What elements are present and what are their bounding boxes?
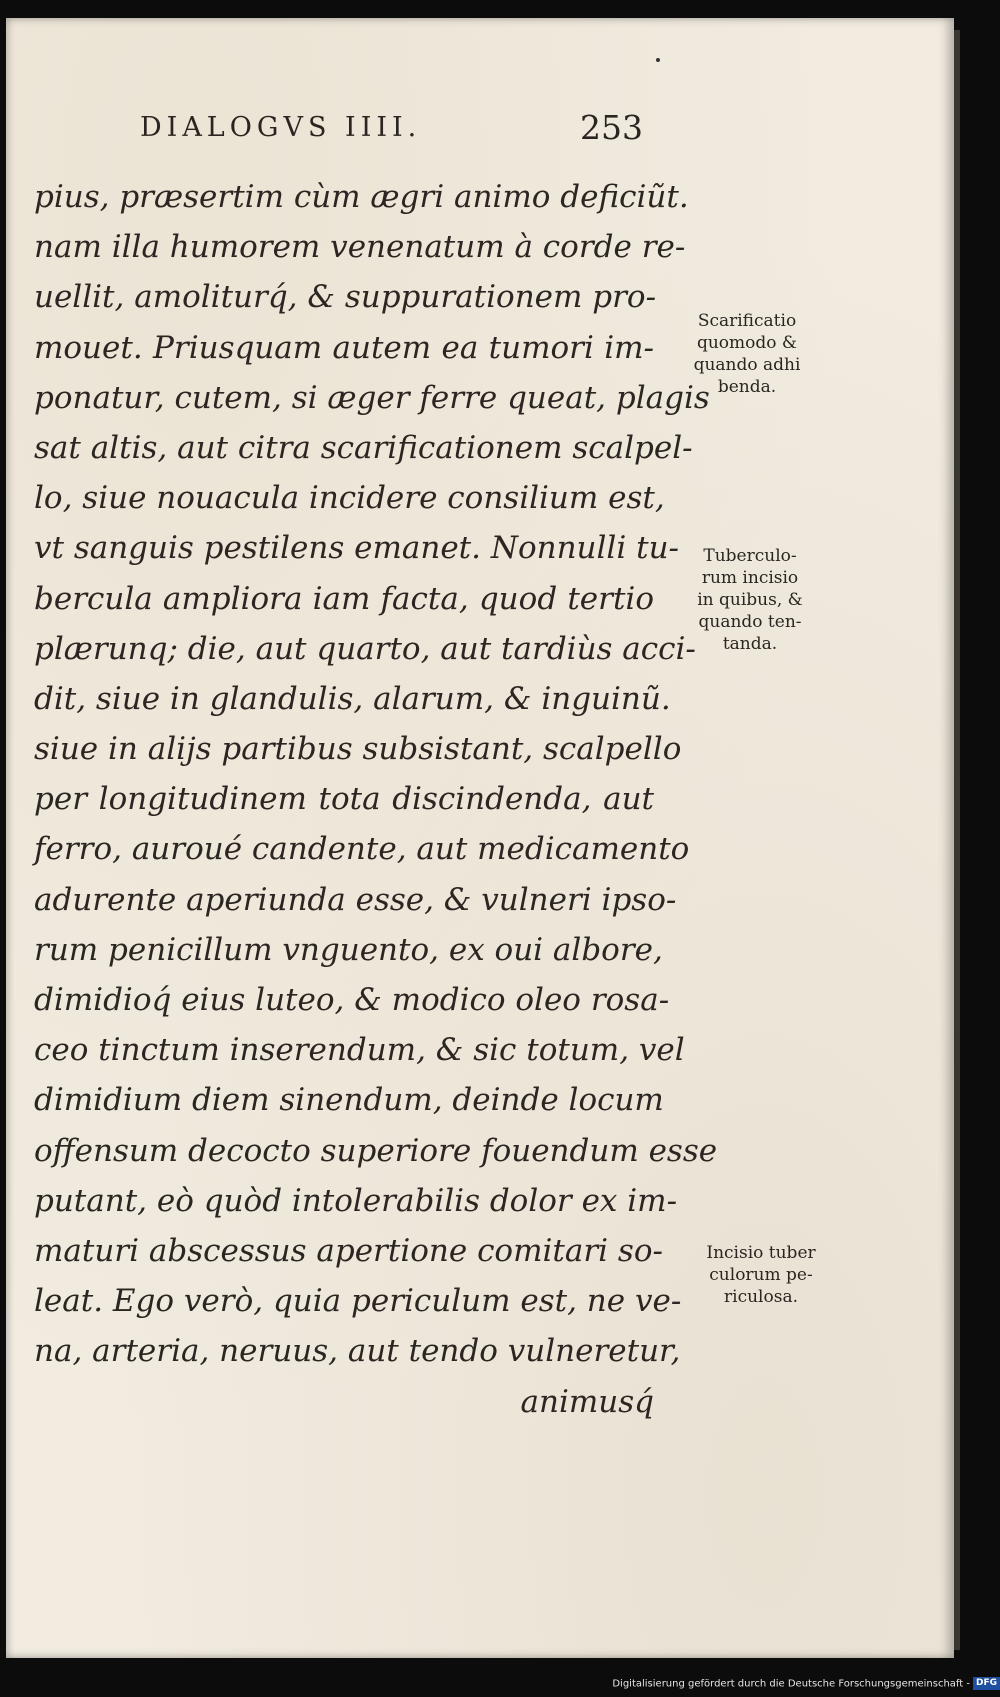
page-number: 253 — [580, 108, 643, 147]
text-line: leat. Ego verò, quia periculum est, ne ve- — [34, 1283, 682, 1320]
marginal-note-incisio — [686, 1242, 836, 1308]
text-line: uellit, amoliturq́, & suppurationem pro- — [34, 279, 657, 316]
text-line: sat altis, aut citra scarificationem scalpel- — [34, 429, 693, 466]
dfg-logo-badge: DFG — [973, 1677, 1000, 1690]
page-edge-shadow — [954, 30, 960, 1650]
text-line: bercula ampliora iam facta, quod tertio — [34, 580, 654, 617]
footer-credit: Digitalisierung gefördert durch die Deutsche Forschungsgemeinschaft - — [612, 1678, 970, 1690]
marginal-note-line: quando ten- — [698, 612, 802, 632]
ink-speck — [656, 58, 660, 62]
text-line: lo, siue nouacula incidere consilium est, — [34, 480, 665, 517]
text-line: nam illa humorem venenatum à corde re- — [34, 229, 686, 266]
text-line: per longitudinem tota discindenda, aut — [34, 781, 654, 818]
text-line: na, arteria, neruus, aut tendo vulneretur, — [34, 1333, 681, 1370]
page-header — [140, 108, 660, 156]
marginal-note-line: Tuberculo- — [703, 546, 797, 566]
marginal-note-line: quando adhi — [693, 355, 801, 375]
marginal-note-tuberculorum — [676, 545, 824, 655]
text-line: ponatur, cutem, si æger ferre queat, plagis — [34, 379, 710, 416]
marginal-note-line: Scarificatio — [697, 311, 797, 331]
text-line: vt sanguis pestilens emanet. Nonnulli tu- — [34, 530, 680, 567]
marginal-note-line: benda. — [717, 377, 777, 397]
marginal-note-line: quomodo & — [696, 333, 798, 353]
body-text — [34, 172, 718, 1427]
text-line: pius, præsertim cùm ægri animo deficiũt. — [34, 179, 689, 215]
marginal-note-line: rum incisio — [701, 568, 799, 588]
text-line: offensum decocto superiore fouendum esse — [34, 1132, 718, 1169]
text-line: animusq́ — [520, 1383, 654, 1420]
marginal-note-line: tanda. — [722, 634, 778, 654]
text-line: dit, siue in glandulis, alarum, & inguinũ. — [34, 680, 671, 717]
marginal-note-line: culorum pe- — [709, 1265, 813, 1285]
text-line: putant, eò quòd intolerabilis dolor ex im- — [34, 1182, 678, 1219]
marginal-note-line: riculosa. — [724, 1287, 798, 1307]
text-line: rum penicillum vnguento, ex oui albore, — [34, 931, 663, 968]
text-line: dimidioq́ eius luteo, & modico oleo rosa- — [34, 982, 670, 1018]
running-title: DIALOGVS IIII. — [140, 112, 422, 143]
marginal-note-scarificatio — [672, 310, 822, 398]
text-line: siue in alijs partibus subsistant, scalpello — [34, 731, 682, 768]
marginal-note-line: Incisio tuber — [706, 1243, 816, 1263]
text-line: ceo tinctum inserendum, & sic totum, vel — [34, 1032, 685, 1069]
digitization-footer — [560, 1677, 1000, 1695]
text-line: dimidium diem sinendum, deinde locum — [34, 1082, 664, 1119]
text-line: mouet. Priusquam autem ea tumori im- — [34, 329, 654, 366]
marginal-note-line: in quibus, & — [697, 590, 803, 610]
text-line: plærunq; die, aut quarto, aut tardiùs acci- — [34, 630, 696, 667]
text-line: ferro, auroué candente, aut medicamento — [34, 831, 690, 868]
text-line: adurente aperiunda esse, & vulneri ipso- — [34, 881, 677, 918]
text-line: maturi abscessus apertione comitari so- — [34, 1232, 663, 1269]
